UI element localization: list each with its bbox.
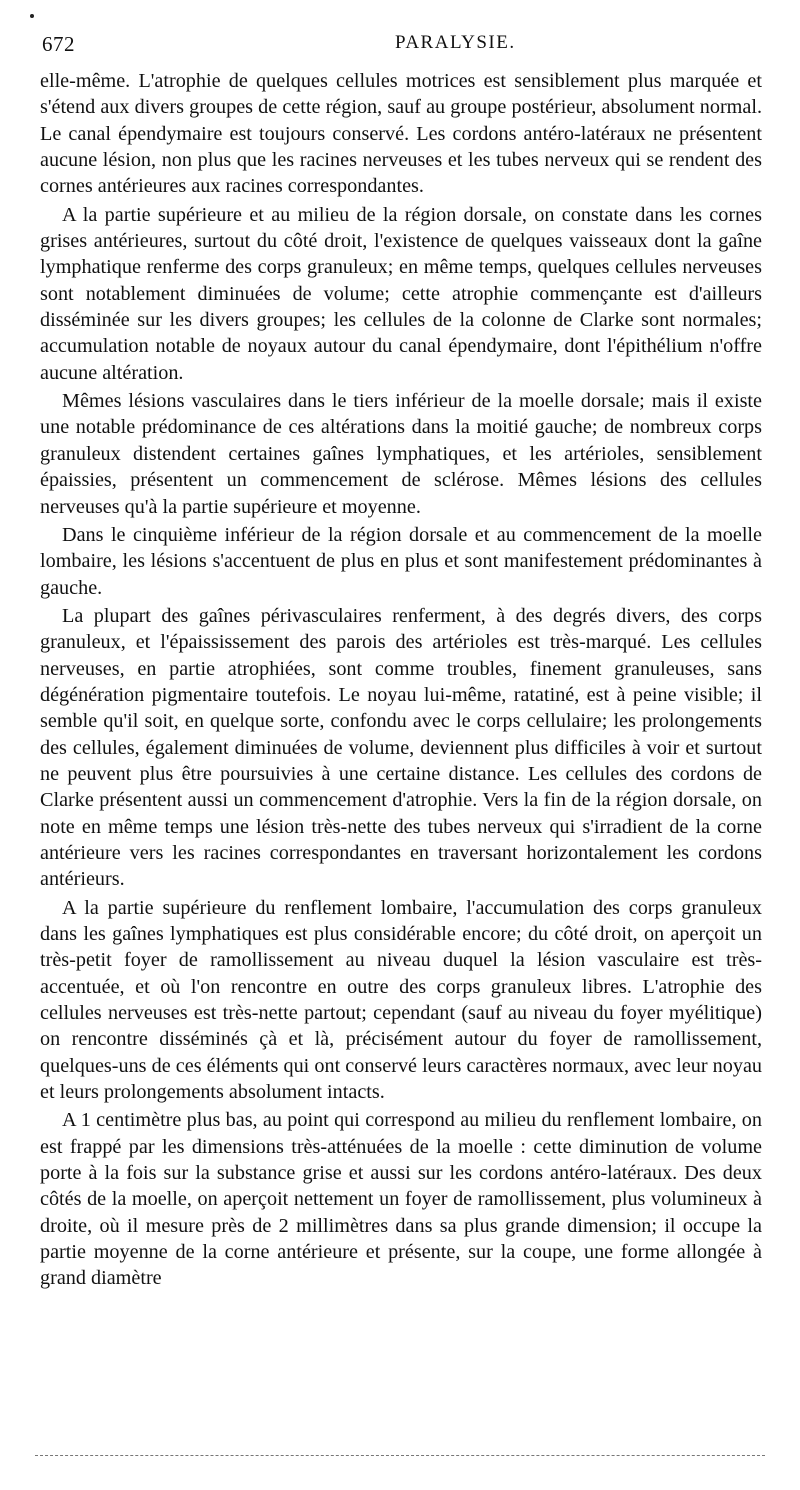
running-title: PARALYSIE.: [395, 32, 516, 53]
paragraph: A la partie supérieure du renflement lombaire, l'accumulation des corps granuleux dans les gaînes lymphatiques est plus considérable encore; du côté droit, on aperçoit un très-petit foyer de ramollissement au niveau duquel la lésion vasculaire est très-accentuée, et où l'on rencontre en outre des corps granuleux libres. L'atrophie des cellules nerveuses est très-nette partout; cependant (sauf au niveau du foyer myélitique) on rencontre disséminés çà et là, précisément autour du foyer de ramollissement, quelques-uns de ces éléments qui ont conservé leurs caractères normaux, avec leur noyau et leurs prolongements absolument intacts.: [40, 896, 762, 1104]
paragraph: Mêmes lésions vasculaires dans le tiers inférieur de la moelle dorsale; mais il existe une notable prédominance de ces altérations dans la moitié gauche; de nombreux corps granuleux distendent certaines gaînes lymphatiques, et les artérioles, sensiblement épaissies, présentent un commencement de sclérose. Mêmes lésions des cellules nerveuses qu'à la partie supérieure et moyenne.: [40, 390, 762, 518]
body-text: [40, 68, 762, 1294]
print-speck: [30, 14, 34, 18]
page-number: 672: [42, 32, 75, 56]
paragraph: elle-même. L'atrophie de quelques cellules motrices est sensiblement plus marquée et s'étend aux divers groupes de cette région, sauf au groupe postérieur, absolument normal. Le canal épendymaire est toujours conservé. Les cordons antéro-latéraux ne présentent aucune lésion, non plus que les racines nerveuses et les tubes nerveux qui se rendent des cornes antérieures aux racines correspondantes.: [40, 70, 762, 198]
paragraph: Dans le cinquième inférieur de la région dorsale et au commencement de la moelle lombaire, les lésions s'accentuent de plus en plus et sont manifestement prédominantes à gauche.: [40, 523, 762, 599]
page-header: [40, 26, 770, 62]
paragraph: La plupart des gaînes périvasculaires renferment, à des degrés divers, des corps granuleux, et l'épaississement des parois des artérioles est très-marqué. Les cellules nerveuses, en partie atrophiées, sont comme troubles, finement granuleuses, sans dégénération pigmentaire toutefois. Le noyau lui-même, ratatiné, est à peine visible; il semble qu'il soit, en quelque sorte, confondu avec le corps cellulaire; les prolongements des cellules, également diminuées de volume, deviennent plus difficiles à voir et surtout ne peuvent plus être poursuivies à une certaine distance. Les cellules des cordons de Clarke présentent aussi un commencement d'atrophie. Vers la fin de la région dorsale, on note en même temps une lésion très-nette des tubes nerveux qui s'irradient de la corne antérieure vers les racines correspondantes en traversant horizontalement les cordons antérieurs.: [40, 604, 762, 891]
paragraph: A la partie supérieure et au milieu de la région dorsale, on constate dans les cornes grises antérieures, surtout du côté droit, l'existence de quelques vaisseaux dont la gaîne lymphatique renferme des corps granuleux; en même temps, quelques cellules nerveuses sont notablement diminuées de volume; cette atrophie commençante est d'ailleurs disséminée sur les divers groupes; les cellules de la colonne de Clarke sont normales; accumulation notable de noyaux autour du canal épendymaire, dont l'épithélium n'offre aucune altération.: [40, 203, 762, 384]
paragraph: A 1 centimètre plus bas, au point qui correspond au milieu du renflement lombaire, on est frappé par les dimensions très-atténuées de la moelle : cette diminution de volume porte à la fois sur la substance grise et aussi sur les cordons antéro-latéraux. Des deux côtés de la moelle, on aperçoit nettement un foyer de ramollissement, plus volumineux à droite, où il mesure près de 2 millimètres dans sa plus grande dimension; il occupe la partie moyenne de la corne antérieure et présente, sur la coupe, une forme allongée à grand diamètre: [40, 1109, 762, 1290]
footer-divider: [35, 1455, 765, 1456]
